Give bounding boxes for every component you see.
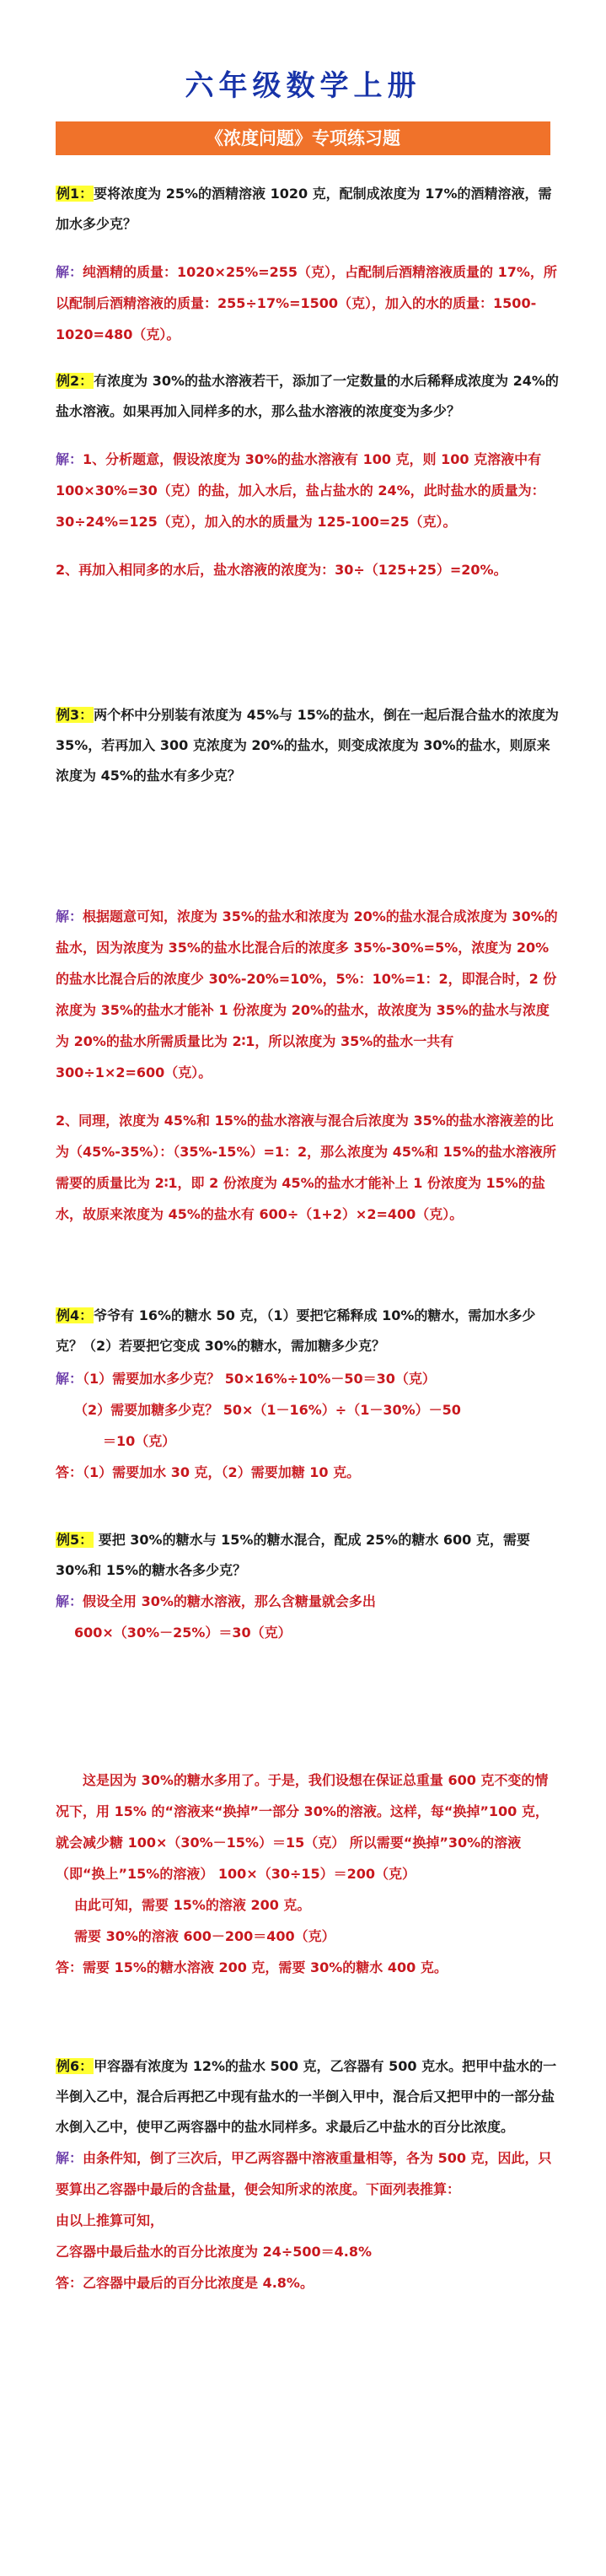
example-6 — [56, 2051, 561, 2298]
example-5-answer — [56, 1952, 561, 1983]
example-2-question-text: 有浓度为 30%的盐水溶液若干，添加了一定数量的水后稀释成浓度为 24%的盐水溶液。如果再加入同样多的水，那么盐水溶液的浓度变为多少？ — [56, 373, 559, 419]
example-5 — [56, 1525, 561, 1648]
example-1-solution-text: 纯酒精的质量：1020×25%=255（克），占配制后酒精溶液质量的 17%，所以配制后酒精溶液的质量：255÷17%=1500（克），加入的水的质量：1500-1020=480（克）。 — [56, 264, 557, 342]
example-6-question — [56, 2051, 561, 2142]
example-3-jie: 解： — [56, 908, 83, 924]
example-6-solution-text: 由条件知，倒了三次后，甲乙两容器中溶液重量相等，各为 500 克，因此，只要算出乙容器中最后的含盐量，便会知所求的浓度。下面列表推算： — [56, 2150, 552, 2197]
example-1-question — [56, 179, 561, 240]
example-1-label: 例1： — [56, 186, 94, 202]
example-3-question — [56, 700, 561, 791]
example-4-sol2: （2）需要加糖多少克？ 50×（1－16%）÷（1－30%）－50 — [74, 1402, 461, 1418]
example-4-sol1 — [56, 1363, 561, 1394]
example-5-sol1 — [56, 1586, 561, 1617]
example-3-step2: 2、同理，浓度为 45%和 15%的盐水溶液与混合后浓度为 35%的盐水溶液差的比为（45%-35%）：（35%-15%）=1：2，那么浓度为 45%和 15%的盐水溶液所需要的质量比为 2∶1，即 2 份浓度为 45%的盐水才能补上 1 份浓度为 15%的盐水，故原来浓度为 45%的盐水有 600÷（1+2）×2=400（克）。 — [56, 1113, 556, 1222]
example-5-question — [56, 1525, 561, 1586]
example-6-line2: 乙容器中最后盐水的百分比浓度为 24÷500＝4.8% — [56, 2244, 373, 2260]
example-2-step1-text: 1、分析题意，假设浓度为 30%的盐水溶液有 100 克，则 100 克溶液中有 100×30%=30（克）的盐，加入水后，盐占盐水的 24%，此时盐水的质量为：30÷24%=125（克），加入的水的质量为 125-100=25（克）。 — [56, 451, 545, 530]
example-5-jie: 解： — [56, 1593, 83, 1609]
example-5-explanation — [56, 1765, 561, 1983]
example-2-step2: 2、再加入相同多的水后，盐水溶液的浓度为：30÷（125+25）=20%。 — [56, 562, 507, 578]
example-4-question — [56, 1301, 561, 1361]
example-4-sol2b: ＝10（克） — [103, 1433, 176, 1449]
example-5-answer-text: 需要 15%的糖水溶液 200 克，需要 30%的糖水 400 克。 — [83, 1959, 448, 1975]
example-6-answer-label: 答： — [56, 2275, 83, 2291]
example-2-label: 例2： — [56, 373, 94, 389]
example-5-answer-label: 答： — [56, 1959, 83, 1975]
example-6-solution — [56, 2142, 561, 2205]
example-4-sol1-text: （1）需要加水多少克？ 50×16%÷10%－50＝30（克） — [83, 1371, 436, 1387]
example-1-solution — [56, 256, 561, 350]
example-5-sol1-text: 假设全用 30%的糖水溶液，那么含糖量就会多出 — [83, 1593, 376, 1609]
example-6-answer-text: 乙容器中最后的百分比浓度是 4.8%。 — [83, 2275, 314, 2291]
example-1-jie: 解： — [56, 264, 83, 280]
example-4-question-text: 爷爷有 16%的糖水 50 克，（1）要把它稀释成 10%的糖水，需加水多少克？（2）若要把它变成 30%的糖水，需加糖多少克？ — [56, 1307, 536, 1354]
example-4-answer-label: 答： — [56, 1464, 83, 1480]
example-1-question-text: 要将浓度为 25%的酒精溶液 1020 克，配制成浓度为 17%的酒精溶液，需加水多少克？ — [56, 186, 552, 232]
example-1 — [56, 179, 561, 350]
example-3-label: 例3： — [56, 707, 94, 723]
example-5-label: 例5： — [56, 1532, 94, 1548]
example-4-answer — [56, 1457, 561, 1488]
example-6-answer — [56, 2267, 561, 2298]
example-3-step1 — [56, 901, 561, 1088]
example-6-jie: 解： — [56, 2150, 83, 2166]
example-2-step1 — [56, 444, 561, 537]
example-2-question — [56, 366, 561, 427]
page-title: 六年级数学上册 — [185, 69, 421, 103]
example-6-label: 例6： — [56, 2058, 94, 2074]
example-3 — [56, 700, 561, 791]
example-6-line1: 由以上推算可知， — [56, 2212, 164, 2228]
subtitle-banner: 《浓度问题》专项练习题 — [56, 121, 550, 155]
example-2-jie: 解： — [56, 451, 83, 467]
example-4-answer-text: （1）需要加水 30 克，（2）需要加糖 10 克。 — [83, 1464, 361, 1480]
example-5-line1: 由此可知，需要 15%的溶液 200 克。 — [74, 1897, 311, 1913]
example-4-jie: 解： — [56, 1371, 83, 1387]
example-3-answer — [56, 901, 561, 1230]
example-5-para: 这是因为 30%的糖水多用了。于是，我们设想在保证总重量 600 克不变的情况下，用 15% 的“溶液来“换掉”一部分 30%的溶液。这样，每“换掉”100 克，就会减少糖 100×（30%－15%）＝15（克） 所以需要“换掉”30%的溶液（即“换上”15%的溶液） 100×（30÷15）＝200（克） — [56, 1772, 549, 1882]
example-4-label: 例4： — [56, 1307, 94, 1323]
example-3-step1-text: 根据题意可知，浓度为 35%的盐水和浓度为 20%的盐水混合成浓度为 30%的盐水，因为浓度为 35%的盐水比混合后的浓度多 35%-30%=5%，浓度为 20%的盐水比混合后的浓度少 30%-20%=10%，5%：10%=1：2，即混合时，2 份浓度为 35%的盐水才能补 1 份浓度为 20%的盐水，故浓度为 35%的盐水与浓度为 20%的盐水所需质量比为 2∶1，所以浓度为 35%的盐水一共有 300÷1×2=600（克）。 — [56, 908, 558, 1081]
example-4 — [56, 1301, 561, 1488]
example-5-line2: 需要 30%的溶液 600－200＝400（克） — [74, 1928, 335, 1944]
example-6-question-text: 甲容器有浓度为 12%的盐水 500 克，乙容器有 500 克水。把甲中盐水的一半倒入乙中，混合后再把乙中现有盐水的一半倒入甲中，混合后又把甲中的一部分盐水倒入乙中，使甲乙两容器中的盐水同样多。求最后乙中盐水的百分比浓度。 — [56, 2058, 557, 2135]
example-5-sol2: 600×（30%－25%）＝30（克） — [74, 1625, 292, 1641]
example-3-question-text: 两个杯中分别装有浓度为 45%与 15%的盐水，倒在一起后混合盐水的浓度为 35%，若再加入 300 克浓度为 20%的盐水，则变成浓度为 30%的盐水，则原来浓度为 45%的盐水有多少克？ — [56, 707, 559, 784]
example-2 — [56, 366, 561, 585]
example-5-question-text: 要把 30%的糖水与 15%的糖水混合，配成 25%的糖水 600 克，需要 30%和 15%的糖水各多少克？ — [56, 1532, 530, 1578]
